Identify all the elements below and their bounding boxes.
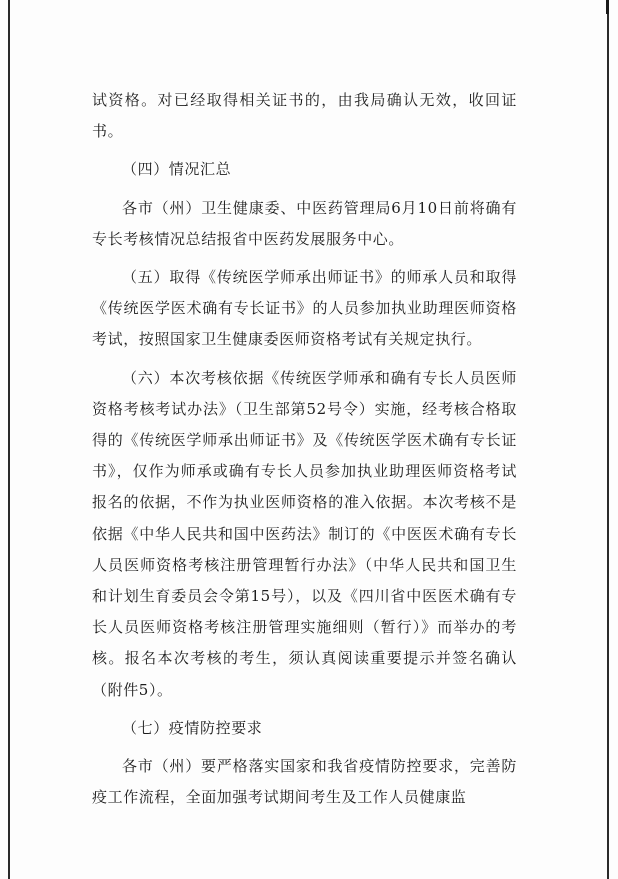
paragraph-item-5: （五）取得《传统医学师承出师证书》的师承人员和取得《传统医学医术确有专长证书》的人员参加执业助理医师资格考试，按照国家卫生健康委医师资格考试有关规定执行。 bbox=[92, 268, 517, 349]
section-heading-7: （七）疫情防控要求 bbox=[122, 718, 263, 737]
scan-edge-right bbox=[607, 0, 609, 879]
document-body bbox=[92, 85, 517, 820]
scan-edge-mark bbox=[606, 0, 609, 14]
paragraph-item-6: （六）本次考核依据《传统医学师承和确有专长人员医师资格考核考试办法》（卫生部第52号令）实施，经考核合格取得的《传统医学师承出师证书》及《传统医学医术确有专长证书》，仅作为师承或确有专长人员参加执业助理医师资格考试报名的依据，不作为执业医师资格的准入依据。本次考核不是依据《中华人民共和国中医药法》制订的《中医医术确有专长人员医师资格考核注册管理暂行办法》（中华人民共和国卫生和计划生育委员会令第15号），以及《四川省中医医术确有专长人员医师资格考核注册管理实施细则（暂行）》而举办的考核。报名本次考核的考生，须认真阅读重要提示并签名确认（附件5）。 bbox=[92, 368, 517, 699]
scan-edge-left bbox=[8, 0, 10, 879]
section-heading-4: （四）情况汇总 bbox=[122, 160, 232, 179]
paragraph-epidemic: 各市（州）要严格落实国家和我省疫情防控要求，完善防疫工作流程，全面加强考试期间考生及工作人员健康监 bbox=[92, 757, 517, 807]
paragraph-summary: 各市（州）卫生健康委、中医药管理局6月10日前将确有专长考核情况总结报省中医药发展服务中心。 bbox=[92, 198, 517, 248]
paragraph-continuation: 试资格。对已经取得相关证书的，由我局确认无效，收回证书。 bbox=[92, 91, 517, 141]
